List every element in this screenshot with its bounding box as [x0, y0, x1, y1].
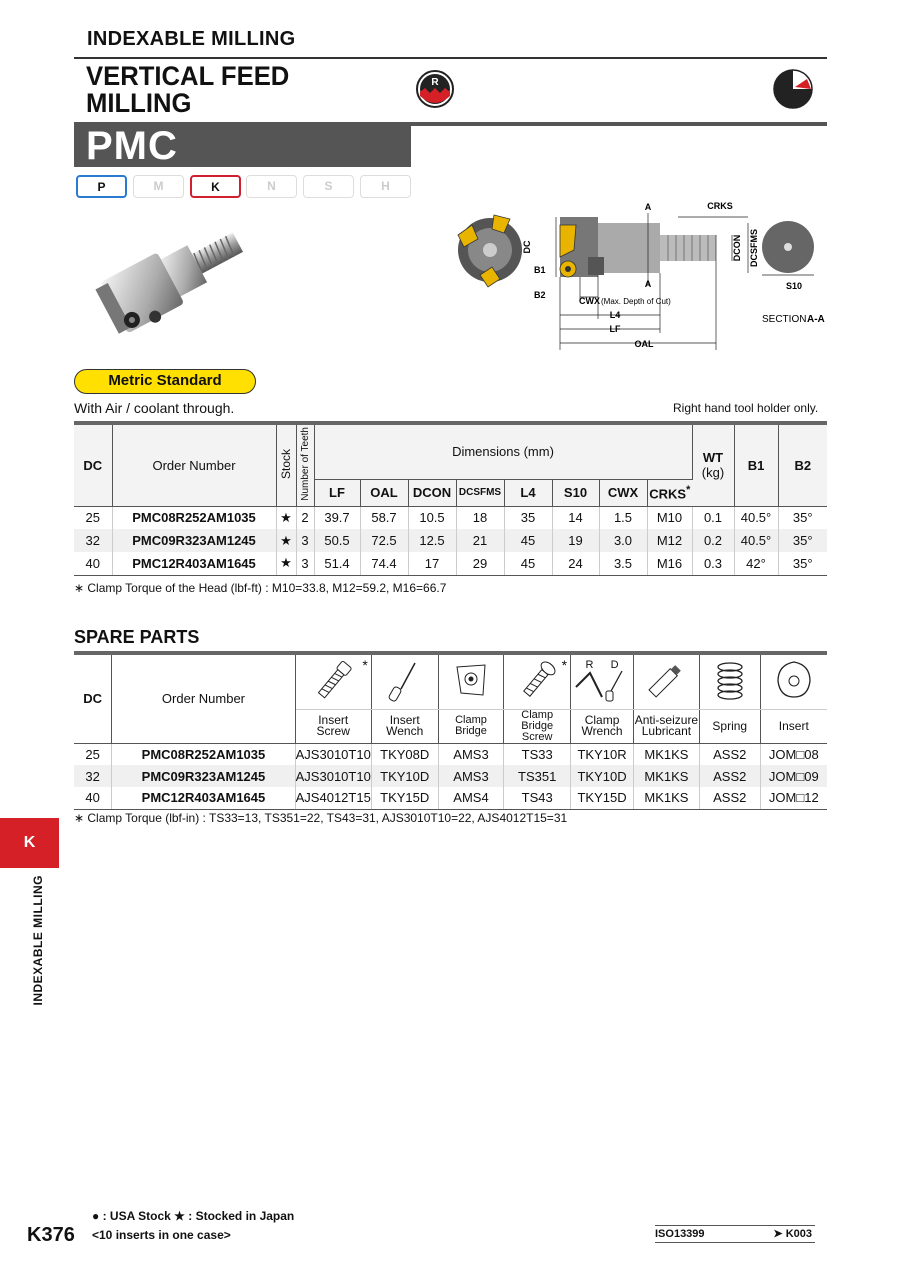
cell-insert: JOM□09	[760, 765, 827, 787]
cell-dc: 25	[74, 506, 112, 529]
cell-dcon: 12.5	[408, 529, 456, 552]
title-line-1: VERTICAL FEED	[86, 61, 290, 91]
col-stock: Stock	[276, 423, 296, 506]
cell-lf: 50.5	[314, 529, 360, 552]
main-spec-table	[74, 421, 827, 576]
cell-l4: 35	[504, 506, 552, 529]
label-b2: B2	[534, 290, 546, 300]
cell-stock: ★	[276, 529, 296, 552]
section-tab-k[interactable]: K	[0, 818, 59, 868]
cell-crks: M12	[647, 529, 692, 552]
case-note: <10 inserts in one case>	[92, 1228, 231, 1242]
label-cwx-note: (Max. Depth of Cut)	[601, 297, 671, 306]
col-order-number: Order Number	[112, 423, 276, 506]
holder-note: Right hand tool holder only.	[673, 401, 819, 415]
cell-dc: 32	[74, 765, 112, 787]
cell-oal: 74.4	[360, 552, 408, 575]
series-name: PMC	[86, 124, 178, 168]
cell-dc: 25	[74, 743, 112, 765]
insert-icon	[760, 653, 827, 709]
cell-l4: 45	[504, 529, 552, 552]
cell-order: PMC12R403AM1645	[112, 552, 276, 575]
col-dcsfms: DCSFMS	[456, 479, 504, 506]
r-badge-text: R	[431, 77, 439, 88]
col-spring: Spring	[699, 709, 760, 743]
material-s-chip: S	[303, 175, 354, 198]
cell-insert: JOM□12	[760, 787, 827, 809]
material-k-chip: K	[190, 175, 241, 198]
col-s10: S10	[552, 479, 599, 506]
table-row	[74, 552, 827, 575]
cell-cwx: 3.5	[599, 552, 647, 575]
cell-b1: 40.5°	[734, 506, 778, 529]
cell-s10: 14	[552, 506, 599, 529]
cell-insert-wrench: TKY10D	[371, 765, 438, 787]
spare-parts-table	[74, 651, 827, 810]
cell-b2: 35°	[778, 552, 827, 575]
cell-order: PMC08R252AM1035	[112, 506, 276, 529]
spare-torque-note: ∗ Clamp Torque (lbf-in) : TS33=13, TS351=22, TS43=31, AJS3010T10=22, AJS4012T15=31	[74, 811, 568, 825]
cell-clamp-bridge: AMS3	[438, 743, 504, 765]
product-photo	[80, 220, 260, 350]
clamp-bridge-screw-icon: *	[504, 653, 571, 709]
cell-oal: 72.5	[360, 529, 408, 552]
cell-cb-screw: TS43	[504, 787, 571, 809]
cell-clamp-wrench: TKY10R	[571, 743, 634, 765]
wrench-d-label: D	[610, 659, 619, 671]
cell-order: PMC09R323AM1245	[112, 765, 295, 787]
cell-dc: 40	[74, 552, 112, 575]
label-lf: LF	[609, 324, 621, 334]
table-row	[74, 765, 827, 787]
wrench-r-label: R	[585, 659, 594, 671]
col-b2: B2	[778, 423, 827, 506]
clamp-bridge-icon	[438, 653, 504, 709]
cell-lf: 51.4	[314, 552, 360, 575]
cell-clamp-wrench: TKY10D	[571, 765, 634, 787]
cell-wt: 0.3	[692, 552, 734, 575]
cell-b1: 40.5°	[734, 529, 778, 552]
cell-dcsfms: 21	[456, 529, 504, 552]
cell-cb-screw: TS351	[504, 765, 571, 787]
cell-b1: 42°	[734, 552, 778, 575]
cell-teeth: 3	[296, 529, 314, 552]
cell-order: PMC08R252AM1035	[112, 743, 295, 765]
clamp-torque-note: ∗ Clamp Torque of the Head (lbf-ft) : M10=33.8, M12=59.2, M16=66.7	[74, 581, 447, 595]
side-view-drawing	[560, 217, 716, 277]
cell-clamp-wrench: TKY15D	[571, 787, 634, 809]
clamp-wrench-icon	[571, 653, 634, 709]
cell-insert-wrench: TKY08D	[371, 743, 438, 765]
cell-lf: 39.7	[314, 506, 360, 529]
cell-dc: 40	[74, 787, 112, 809]
cell-s10: 24	[552, 552, 599, 575]
cell-oal: 58.7	[360, 506, 408, 529]
table-row	[74, 743, 827, 765]
cell-insert-screw: AJS3010T10	[295, 743, 371, 765]
iso-reference	[655, 1225, 815, 1243]
cell-cwx: 1.5	[599, 506, 647, 529]
cell-insert-screw: AJS4012T15	[295, 787, 371, 809]
label-dc: DC	[522, 240, 532, 254]
cell-cb-screw: TS33	[504, 743, 571, 765]
page-number: K376	[27, 1224, 75, 1246]
cell-wt: 0.1	[692, 506, 734, 529]
label-section-id: A-A	[807, 314, 825, 325]
col-cwx: CWX	[599, 479, 647, 506]
label-oal: OAL	[634, 339, 654, 349]
col-insert: Insert	[760, 709, 827, 743]
col-oal: OAL	[360, 479, 408, 506]
material-h-chip: H	[360, 175, 411, 198]
col-l4: L4	[504, 479, 552, 506]
col-teeth: Number of Teeth	[296, 423, 314, 506]
label-cwx: CWX	[579, 296, 600, 306]
cell-insert: JOM□08	[768, 746, 819, 762]
cell-order: PMC12R403AM1645	[112, 787, 295, 809]
cell-dcsfms: 18	[456, 506, 504, 529]
cell-lubricant: MK1KS	[634, 765, 700, 787]
spring-icon	[699, 653, 760, 709]
col-clamp-bridge-screw: Clamp Bridge Screw	[504, 709, 571, 743]
section-view-drawing	[762, 221, 814, 275]
top-rule	[74, 57, 827, 59]
cell-b2: 35°	[792, 510, 813, 526]
label-a-top: A	[644, 202, 652, 212]
label-dcon: DCON	[732, 234, 742, 262]
cell-order: PMC09R323AM1245	[112, 529, 276, 552]
cell-teeth: 3	[296, 552, 314, 575]
cell-spring: ASS2	[699, 765, 760, 787]
cell-insert-screw: AJS3010T10	[295, 765, 371, 787]
page-ref-link[interactable]: ➤ K003	[773, 1228, 812, 1240]
cell-cwx: 3.0	[599, 529, 647, 552]
col-dimensions: Dimensions (mm)	[314, 423, 692, 479]
metric-standard-badge: Metric Standard	[74, 369, 256, 394]
spare-parts-title: SPARE PARTS	[74, 627, 200, 647]
cell-spring: ASS2	[699, 743, 760, 765]
cell-teeth: 2	[296, 506, 314, 529]
material-p-chip: P	[76, 175, 127, 198]
cell-clamp-bridge: AMS3	[438, 765, 504, 787]
cell-clamp-bridge: AMS4	[438, 787, 504, 809]
side-section-label: INDEXABLE MILLING	[31, 875, 45, 1006]
cell-insert-wrench: TKY15D	[371, 787, 438, 809]
section-title: INDEXABLE MILLING	[87, 28, 296, 50]
label-s10: S10	[785, 281, 803, 291]
end-view-drawing	[458, 215, 522, 287]
label-a-bottom: A	[644, 279, 652, 289]
label-dcsfms: DCSFMS	[749, 229, 759, 267]
label-l4: L4	[609, 310, 621, 320]
cell-stock: ★	[276, 552, 296, 575]
cell-lubricant: MK1KS	[634, 787, 700, 809]
insert-wrench-icon	[371, 653, 438, 709]
col-b1: B1	[734, 423, 778, 506]
col-order-number: Order Number	[112, 653, 295, 743]
col-dc: DC	[74, 423, 112, 506]
col-insert-wrench: Insert Wench	[371, 709, 438, 743]
machining-type-icon	[773, 69, 813, 109]
cell-spring: ASS2	[699, 787, 760, 809]
label-b1: B1	[534, 265, 546, 275]
material-m-chip: M	[133, 175, 184, 198]
coolant-note: With Air / coolant through.	[74, 400, 235, 416]
col-lf: LF	[314, 479, 360, 506]
cell-wt: 0.2	[692, 529, 734, 552]
col-crks: CRKS*	[647, 479, 692, 506]
col-lubricant: Anti-seizure Lubricant	[634, 709, 700, 743]
col-insert-screw: Insert Screw	[295, 709, 371, 743]
insert-screw-icon: *	[295, 653, 371, 709]
col-clamp-bridge: Clamp Bridge	[438, 709, 504, 743]
technical-diagram	[448, 195, 828, 355]
stock-legend: ● : USA Stock ★ : Stocked in Japan	[92, 1209, 295, 1223]
table-row	[74, 506, 827, 529]
label-section: SECTION	[762, 314, 807, 325]
label-crks: CRKS	[707, 201, 733, 211]
cell-b2: 35°	[778, 529, 827, 552]
cell-crks: M16	[647, 552, 692, 575]
cell-stock: ★	[276, 506, 296, 529]
iso-label: ISO13399	[655, 1228, 705, 1240]
cell-dcsfms: 29	[456, 552, 504, 575]
r-rotation-icon	[416, 70, 454, 108]
col-dc: DC	[74, 653, 112, 743]
cell-dcon: 17	[408, 552, 456, 575]
col-dcon: DCON	[408, 479, 456, 506]
page-title	[86, 63, 289, 117]
material-n-chip: N	[246, 175, 297, 198]
cell-dcon: 10.5	[408, 506, 456, 529]
cell-crks: M10	[647, 506, 692, 529]
table-row	[74, 787, 827, 809]
col-clamp-wrench: Clamp Wrench	[571, 709, 634, 743]
cell-l4: 45	[504, 552, 552, 575]
lubricant-tube-icon	[634, 653, 700, 709]
table-row	[74, 529, 827, 552]
cell-s10: 19	[552, 529, 599, 552]
title-line-2: MILLING	[86, 88, 192, 118]
cell-dc: 32	[74, 529, 112, 552]
col-wt: WT (kg)	[692, 423, 734, 506]
cell-lubricant: MK1KS	[634, 743, 700, 765]
